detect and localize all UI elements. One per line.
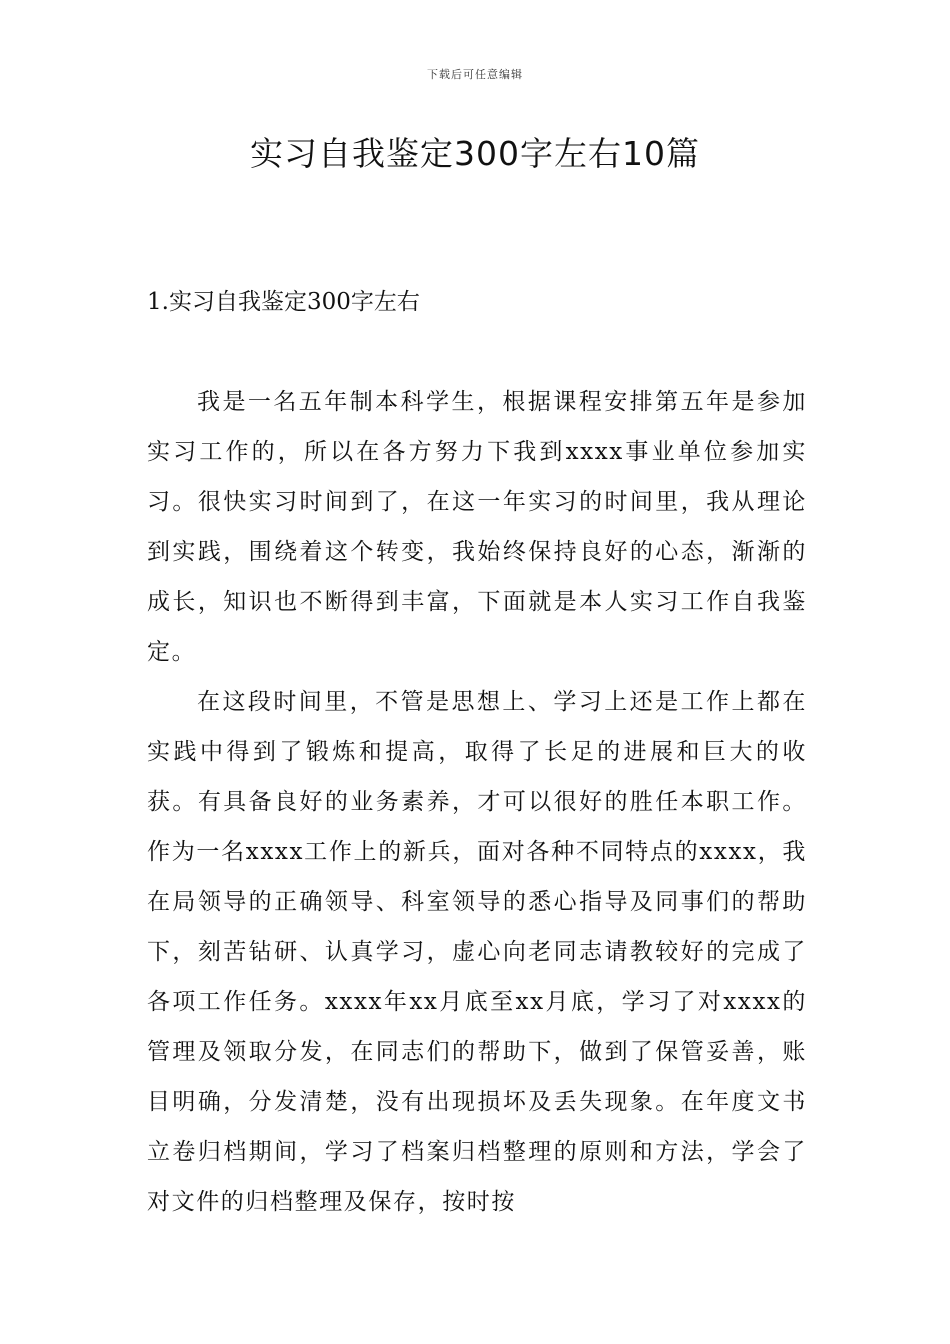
header-note: 下载后可任意编辑 bbox=[427, 68, 523, 81]
document-title: 实习自我鉴定300字左右10篇 bbox=[250, 134, 700, 173]
paragraph: 我是一名五年制本科学生，根据课程安排第五年是参加实习工作的，所以在各方努力下我到xxxx事业单位参加实习。很快实习时间到了，在这一年实习的时间里，我从理论到实践，围绕着这个转变，我始终保持良好的心态，渐渐的成长，知识也不断得到丰富，下面就是本人实习工作自我鉴定。 bbox=[147, 389, 807, 665]
body-text bbox=[147, 377, 807, 1227]
section-heading: 1.实习自我鉴定300字左右 bbox=[147, 289, 420, 315]
paragraph: 在这段时间里，不管是思想上、学习上还是工作上都在实践中得到了锻炼和提高，取得了长足的进展和巨大的收获。有具备良好的业务素养，才可以很好的胜任本职工作。作为一名xxxx工作上的新兵，面对各种不同特点的xxxx，我在局领导的正确领导、科室领导的悉心指导及同事们的帮助下，刻苦钻研、认真学习，虚心向老同志请教较好的完成了各项工作任务。xxxx年xx月底至xx月底，学习了对xxxx的管理及领取分发，在同志们的帮助下，做到了保管妥善，账目明确，分发清楚，没有出现损坏及丢失现象。在年度文书立卷归档期间，学习了档案归档整理的原则和方法，学会了对文件的归档整理及保存，按时按 bbox=[147, 689, 807, 1215]
